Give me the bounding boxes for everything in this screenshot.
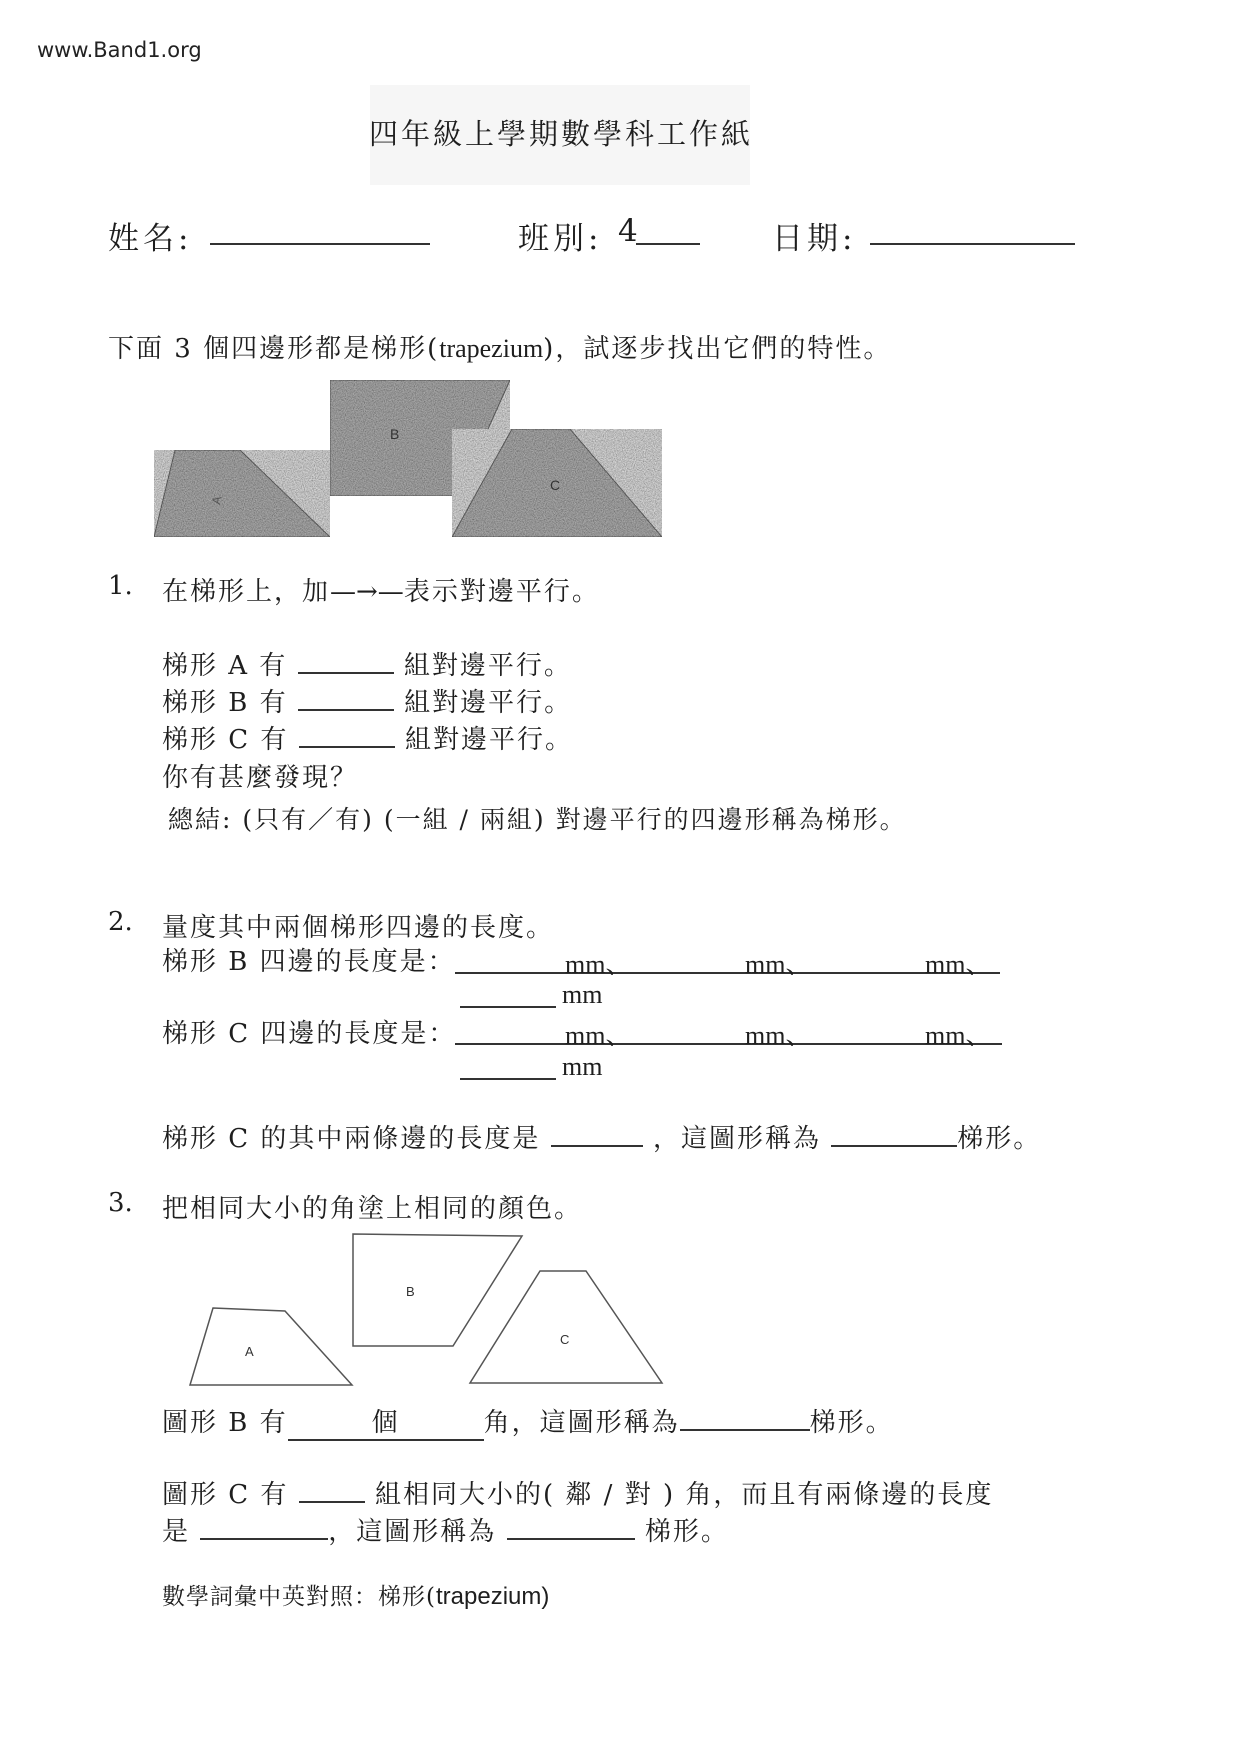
q1-a-blank [298, 672, 394, 674]
shape-b-outline-label: B [406, 1284, 415, 1299]
footer-vocab-note: 數學詞彙中英對照：梯形(trapezium) [162, 1583, 550, 1610]
q2-b-unit-2: mm、 [745, 950, 812, 979]
q1-summary: 總結: (只有／有) (一組 / 兩組) 對邊平行的四邊形稱為梯形。 [168, 805, 907, 834]
class-value: 4 [618, 213, 642, 249]
q1-line-c: 梯形 C 有 組對邊平行。 [162, 725, 573, 755]
q2-c-unit-4: mm [562, 1052, 603, 1081]
intro-text: 下面 3 個四邊形都是梯形(trapezium)，試逐步找出它們的特性。 [108, 334, 892, 364]
shape-a-shaded [154, 450, 330, 537]
date-blank [870, 243, 1075, 245]
q3-c-line-1: 圖形 C 有 組相同大小的( 鄰 / 對 ) 角，而且有兩條邊的長度 [162, 1480, 994, 1510]
q3-b-type-blank [680, 1429, 810, 1431]
q2-c-unit-2: mm、 [745, 1021, 812, 1050]
q3-c-count-blank [299, 1501, 365, 1503]
worksheet-title: 四年級上學期數學科工作紙 [369, 117, 754, 151]
q3-c-length-blank [200, 1538, 328, 1540]
shape-c-outline-label: C [560, 1332, 570, 1347]
name-label: 姓名: [108, 221, 193, 257]
shape-a-label: A [209, 495, 225, 506]
shaded-trapeziums-figure [140, 375, 670, 545]
class-blank [636, 243, 700, 245]
q2-c-underline [455, 1043, 1002, 1045]
q2-c-blank-4 [460, 1078, 556, 1080]
q3-number: 3. [108, 1188, 133, 1218]
q1-line-a: 梯形 A 有 組對邊平行。 [162, 651, 572, 681]
date-label: 日期: [772, 221, 857, 257]
q2-b-unit-1: mm、 [565, 950, 632, 979]
q2-b-underline [455, 972, 1000, 974]
q3-c-type-blank [507, 1538, 635, 1540]
shape-b-shaded [330, 380, 510, 496]
q2-c-unit-3: mm、 [925, 1021, 992, 1050]
q3-c-line-2: 是 ，這圖形稱為 梯形。 [162, 1517, 729, 1547]
class-label: 班別: [518, 221, 603, 257]
q2-instruction: 量度其中兩個梯形四邊的長度。 [162, 913, 555, 943]
q1-instruction: 在梯形上，加—→—表示對邊平行。 [162, 577, 600, 607]
q3-instruction: 把相同大小的角塗上相同的顏色。 [162, 1194, 583, 1224]
shape-c-outline [470, 1271, 662, 1383]
outline-trapeziums-figure [180, 1228, 680, 1398]
q2-c-length-blank [551, 1145, 643, 1147]
parallel-arrow-icon: —→— [330, 577, 404, 607]
q2-b-unit-4: mm [562, 980, 603, 1009]
q2-b-blank-4 [460, 1006, 556, 1008]
q3-b-count-blank: 個 [288, 1402, 484, 1441]
shape-b-label: B [390, 426, 400, 442]
shape-a-outline-label: A [245, 1344, 254, 1359]
q1-line-b: 梯形 B 有 組對邊平行。 [162, 688, 573, 718]
q2-c-unit-1: mm、 [565, 1021, 632, 1050]
shape-a-outline [190, 1308, 352, 1385]
q1-b-blank [298, 709, 394, 711]
q2-c-length-line: 梯形 C 的其中兩條邊的長度是 ，這圖形稱為 梯形。 [162, 1124, 1042, 1154]
q2-b-unit-3: mm、 [925, 950, 992, 979]
q3-b-line: 圖形 B 有 個 角，這圖形稱為 梯形。 [162, 1402, 894, 1441]
q1-number: 1. [108, 571, 133, 601]
q2-number: 2. [108, 907, 133, 937]
q2-b-prefix: 梯形 B 四邊的長度是： [162, 947, 456, 977]
q1-discovery: 你有甚麼發現？ [162, 763, 359, 793]
q2-c-type-blank [831, 1145, 957, 1147]
site-url: www.Band1.org [37, 38, 202, 62]
name-blank [210, 243, 430, 245]
q1-c-blank [299, 746, 395, 748]
shape-b-outline [353, 1234, 522, 1346]
shape-c-label: C [550, 477, 561, 493]
q2-c-prefix: 梯形 C 四邊的長度是： [162, 1019, 457, 1049]
